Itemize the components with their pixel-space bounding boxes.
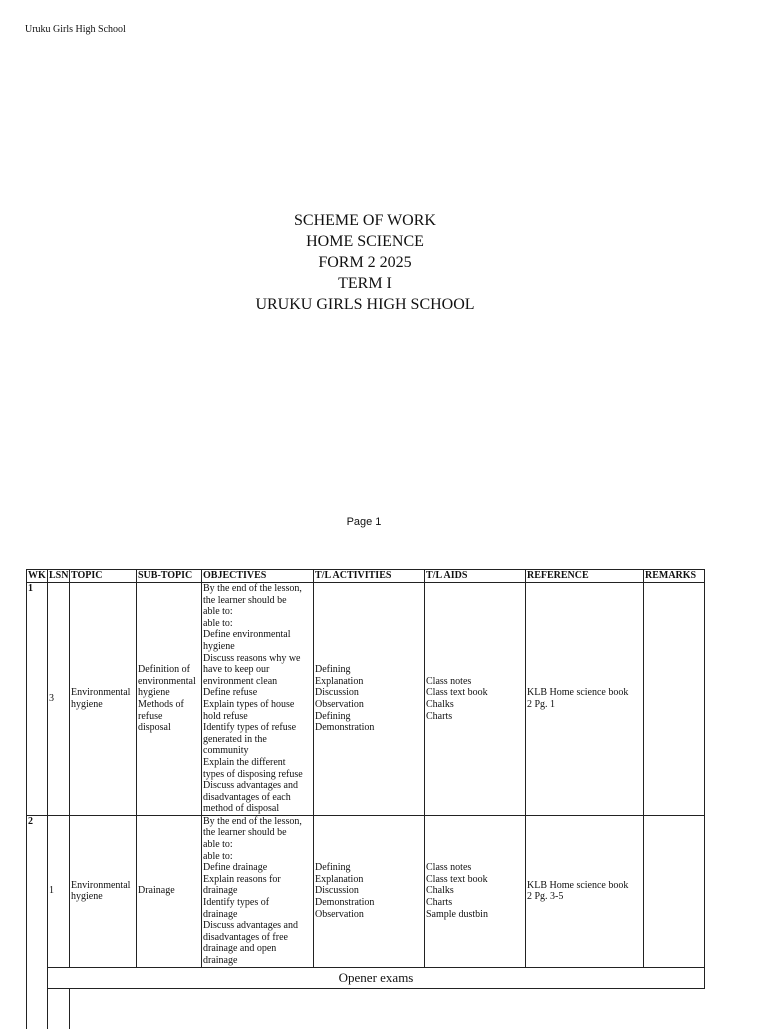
col-header-reference: REFERENCE xyxy=(526,570,644,583)
cell-line: have to keep our xyxy=(203,664,270,676)
lesson-cell: 1 xyxy=(48,815,70,967)
lesson-cell: 3 xyxy=(48,583,70,816)
cell-line: hygiene xyxy=(138,687,170,699)
empty-space-cell xyxy=(70,988,705,1029)
cell-line: Observation xyxy=(315,908,364,920)
cell-line: Explain the different xyxy=(203,756,286,768)
cell-line: Define drainage xyxy=(203,862,268,874)
empty-lesson-cell xyxy=(48,988,70,1029)
remarks-cell xyxy=(644,815,705,967)
cell-line: Definition of xyxy=(138,664,190,676)
cell-line: Explain reasons for xyxy=(203,873,281,885)
objectives-cell xyxy=(202,583,314,816)
activities-cell xyxy=(314,583,425,816)
cell-line: drainage xyxy=(203,955,238,966)
cell-line: hygiene xyxy=(203,640,235,652)
table-row xyxy=(27,583,705,816)
cell-line: Demonstration xyxy=(315,897,375,909)
cell-line: community xyxy=(203,745,249,757)
col-header-topic: TOPIC xyxy=(70,570,137,583)
cell-line: Defining xyxy=(315,862,351,874)
remarks-cell xyxy=(644,583,705,816)
page-number: Page 1 xyxy=(346,516,382,528)
title-line-school: URUKU GIRLS HIGH SCHOOL xyxy=(255,296,475,313)
activities-cell xyxy=(314,815,425,967)
cell-line: Drainage xyxy=(138,885,175,897)
cell-line: drainage xyxy=(203,908,238,920)
title-line-subject: HOME SCIENCE xyxy=(306,233,424,250)
col-header-wk: WK xyxy=(28,570,46,581)
col-header-remarks: REMARKS xyxy=(644,570,705,583)
cell-line: 2 Pg. 3-5 xyxy=(527,891,564,903)
cell-line: hygiene xyxy=(71,891,103,903)
table-header-row xyxy=(27,570,705,583)
cell-line: able to: xyxy=(203,606,233,618)
cell-line: Chalks xyxy=(426,885,454,897)
cell-line: drainage and open xyxy=(203,943,277,955)
cell-line: refuse xyxy=(138,710,163,722)
cell-line: able to: xyxy=(203,850,233,862)
cell-line: By the end of the lesson, xyxy=(203,583,302,594)
empty-row xyxy=(27,988,705,1029)
col-header-activities: T/L ACTIVITIES xyxy=(314,570,425,583)
cell-line: the learner should be xyxy=(203,827,287,839)
reference-cell xyxy=(526,583,644,816)
cell-line: Define refuse xyxy=(203,687,258,699)
cell-line: Explanation xyxy=(315,675,364,687)
cell-line: Defining xyxy=(315,710,351,722)
topic-cell xyxy=(70,815,137,967)
cell-line: able to: xyxy=(203,617,233,629)
cell-line: 2 Pg. 1 xyxy=(527,698,556,710)
cell-line: able to: xyxy=(203,839,233,851)
cell-line: KLB Home science book xyxy=(527,687,629,699)
cell-line: drainage xyxy=(203,885,238,897)
col-header-objectives: OBJECTIVES xyxy=(202,570,314,583)
objectives-cell xyxy=(202,815,314,967)
cell-line: Explanation xyxy=(315,873,364,885)
cell-line: generated in the xyxy=(203,733,267,745)
cell-line: Class text book xyxy=(426,687,488,699)
cell-line: types of disposing refuse xyxy=(203,768,303,780)
cell-line: Environmental xyxy=(71,879,131,891)
title-line-term: TERM I xyxy=(338,275,392,292)
cell-line: Observation xyxy=(315,698,364,710)
cell-line: Demonstration xyxy=(315,722,375,734)
cell-line: Discussion xyxy=(315,687,359,699)
cell-line: Class notes xyxy=(426,675,472,687)
cell-line: disadvantages of each xyxy=(203,791,291,803)
running-header-school: Uruku Girls High School xyxy=(25,24,126,35)
aids-cell xyxy=(425,583,526,816)
cell-line: Discuss advantages and xyxy=(203,920,298,932)
cell-line: disadvantages of free xyxy=(203,931,288,943)
subtopic-cell xyxy=(137,583,202,816)
cell-line: environment clean xyxy=(203,675,278,687)
cell-line: Sample dustbin xyxy=(426,908,488,920)
cell-line: hold refuse xyxy=(203,710,248,722)
cell-line: Define environmental xyxy=(203,629,291,641)
title-line-scheme: SCHEME OF WORK xyxy=(294,212,436,229)
cell-line: method of disposal xyxy=(203,803,280,815)
cell-line: Identify types of xyxy=(203,897,270,909)
cell-line: Class text book xyxy=(426,873,488,885)
cell-line: disposal xyxy=(138,722,171,734)
cell-line: Charts xyxy=(426,710,453,722)
cell-line: Methods of xyxy=(138,698,184,710)
document-title-block xyxy=(0,210,730,315)
cell-line: KLB Home science book xyxy=(527,879,629,891)
cell-line: Class notes xyxy=(426,862,472,874)
table-row xyxy=(27,815,705,967)
week-cell: 2 xyxy=(27,815,48,1028)
cell-line: By the end of the lesson, xyxy=(203,815,302,827)
cell-line: Chalks xyxy=(426,698,454,710)
cell-line: Explain types of house xyxy=(203,698,295,710)
reference-cell xyxy=(526,815,644,967)
col-header-lsn: LSN xyxy=(49,570,69,581)
cell-line: environmental xyxy=(138,675,196,687)
subtopic-cell xyxy=(137,815,202,967)
topic-cell xyxy=(70,583,137,816)
cell-line: Charts xyxy=(426,897,453,909)
cell-line: the learner should be xyxy=(203,594,287,606)
cell-line: Environmental xyxy=(71,687,131,699)
title-line-form: FORM 2 2025 xyxy=(318,254,412,271)
col-header-aids: T/L AIDS xyxy=(425,570,526,583)
aids-cell xyxy=(425,815,526,967)
cell-line: Discuss advantages and xyxy=(203,780,298,792)
cell-line: Defining xyxy=(315,664,351,676)
cell-line: Discussion xyxy=(315,885,359,897)
cell-line: hygiene xyxy=(71,698,103,710)
cell-line: Discuss reasons why we xyxy=(203,652,301,664)
opener-exams-cell: Opener exams xyxy=(48,967,705,988)
cell-line: Identify types of refuse xyxy=(203,722,297,734)
scheme-of-work-table xyxy=(26,569,705,1029)
opener-exams-row xyxy=(27,967,705,988)
col-header-subtopic: SUB-TOPIC xyxy=(137,570,202,583)
week-cell: 1 xyxy=(27,583,48,816)
